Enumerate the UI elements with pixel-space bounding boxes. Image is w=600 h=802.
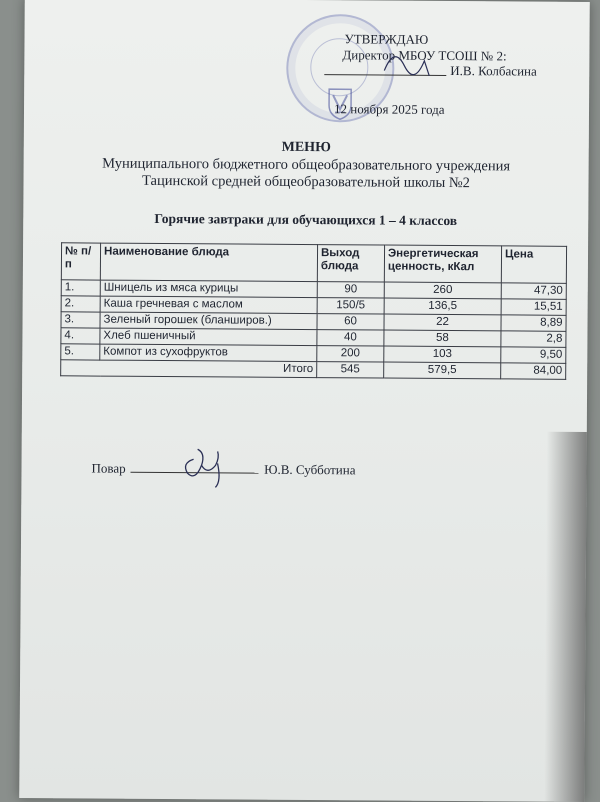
cell-output: 60 xyxy=(317,314,384,330)
cell-num: 5. xyxy=(61,344,100,360)
cell-num: 4. xyxy=(61,328,100,344)
cell-num: 3. xyxy=(61,312,100,328)
cell-name: Каша гречневая с маслом xyxy=(100,296,317,314)
approval-date: 12 ноября 2025 года xyxy=(333,101,445,117)
cell-name: Компот из сухофруктов xyxy=(100,344,317,362)
cook-signature-icon xyxy=(171,441,251,492)
director-title: Директор МБОУ ТСОШ № 2: xyxy=(342,47,507,64)
cell-name: Зеленый горошек (бланширов.) xyxy=(100,312,317,330)
director-name: И.В. Колбасина xyxy=(450,63,537,79)
cell-output: 150/5 xyxy=(317,298,384,314)
org-name-line-1: Муниципального бюджетного общеобразовательного учреждения xyxy=(102,155,511,175)
cell-num: 2. xyxy=(61,296,100,312)
cook-name: Ю.В. Субботина xyxy=(264,461,356,478)
total-label: Итого xyxy=(61,360,317,378)
document-subtitle: Горячие завтраки для обучающихся 1 – 4 классов xyxy=(154,210,458,229)
header-name: Наименование блюда xyxy=(100,243,317,282)
cell-name: Шницель из мяса курицы xyxy=(100,280,317,298)
org-name-line-2: Тацинской средней общеобразовательной школы №2 xyxy=(142,172,471,192)
director-signature-icon xyxy=(379,41,439,81)
cell-price: 9,50 xyxy=(501,347,566,363)
cell-output: 200 xyxy=(317,346,384,362)
total-kcal: 579,5 xyxy=(384,362,501,379)
page-edge-shadow xyxy=(544,432,587,802)
document-title: МЕНЮ xyxy=(281,139,331,156)
document-sheet xyxy=(19,0,590,802)
cell-name: Хлеб пшеничный xyxy=(100,328,317,346)
cell-price: 8,89 xyxy=(501,315,566,331)
cell-kcal: 22 xyxy=(384,314,501,331)
menu-table xyxy=(60,242,567,380)
cell-kcal: 260 xyxy=(384,282,501,299)
total-output: 545 xyxy=(317,362,384,378)
cell-kcal: 103 xyxy=(384,346,501,363)
table-total-row xyxy=(61,360,566,380)
cell-num: 1. xyxy=(61,280,100,296)
cook-label: Повар xyxy=(91,460,126,476)
cell-price: 47,30 xyxy=(501,283,566,299)
header-num: № п/п xyxy=(61,243,100,280)
cell-price: 15,51 xyxy=(501,299,566,315)
cell-kcal: 58 xyxy=(384,330,501,347)
approval-title: УТВЕРЖДАЮ xyxy=(344,31,429,47)
cell-price: 2,8 xyxy=(501,331,566,347)
table-header-row xyxy=(61,243,566,284)
header-price: Цена xyxy=(501,246,566,283)
total-price: 84,00 xyxy=(501,363,566,379)
header-output: Выход блюда xyxy=(317,245,384,282)
header-kcal: Энергетическая ценность, кКал xyxy=(384,245,501,283)
cell-output: 90 xyxy=(317,282,384,298)
cell-output: 40 xyxy=(317,330,384,346)
cell-kcal: 136,5 xyxy=(384,298,501,315)
